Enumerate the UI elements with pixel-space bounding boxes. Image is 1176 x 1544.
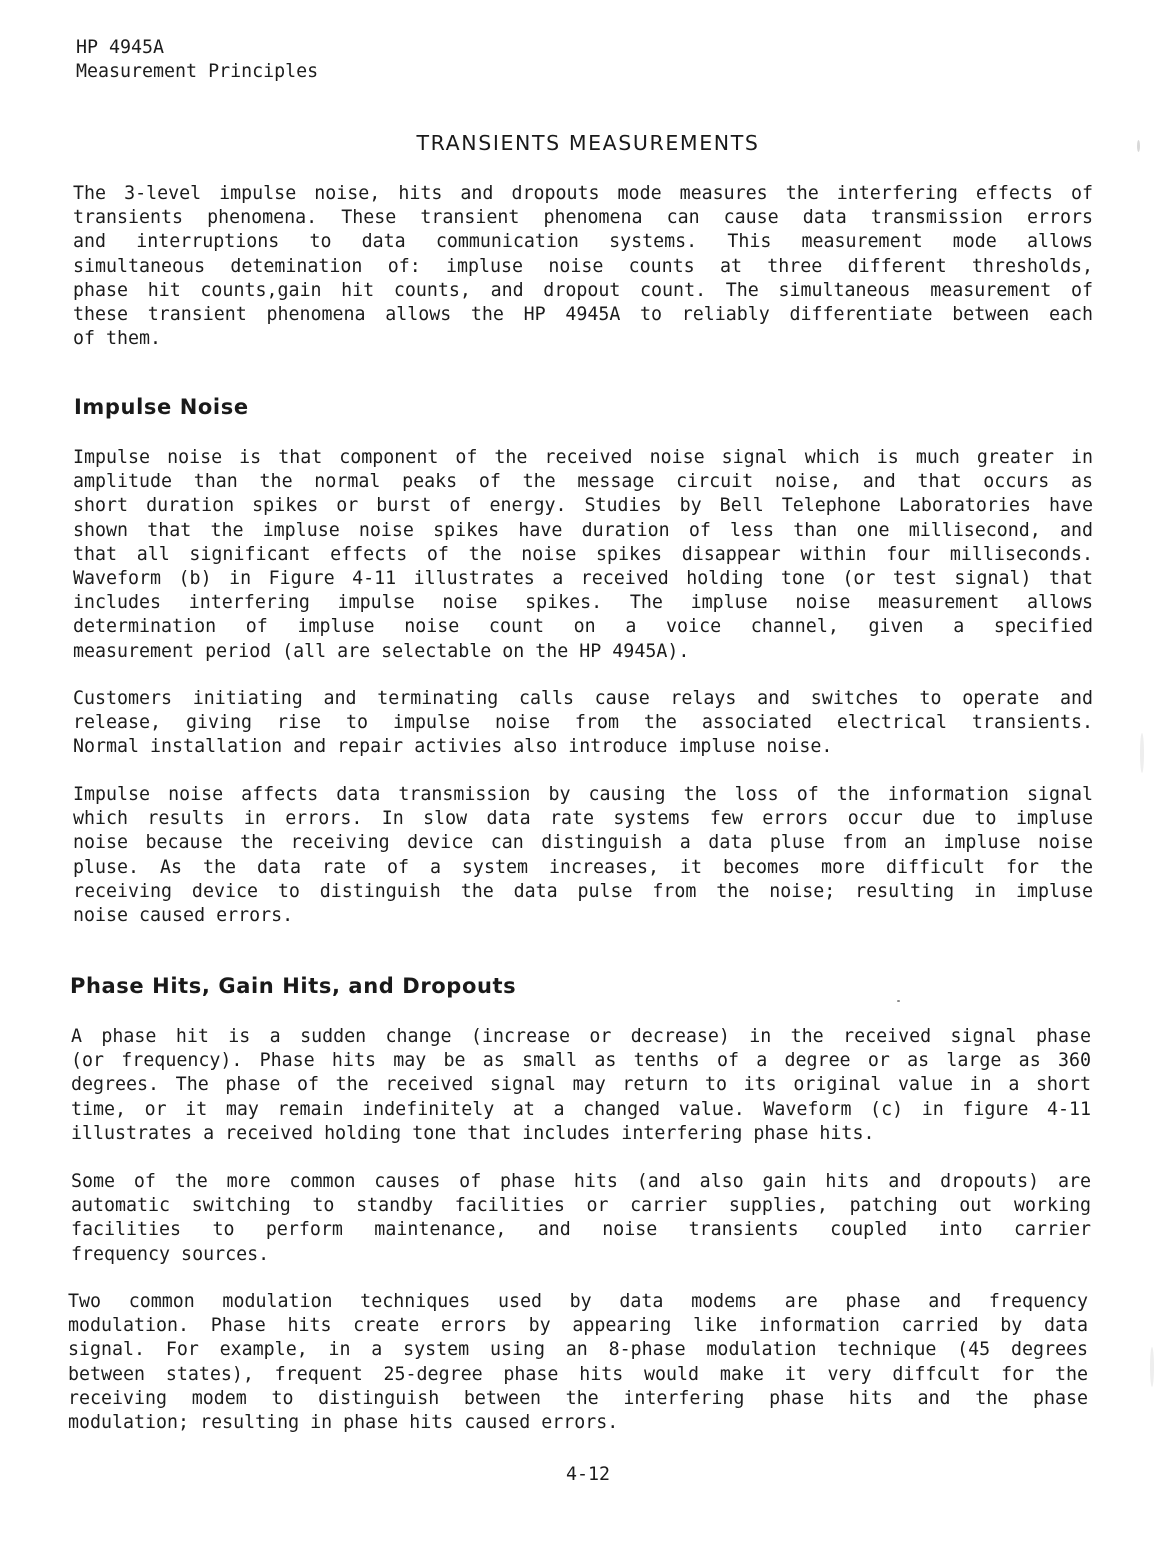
text-line: Impulse noise is that component of the received noise signal which is much greater in: [73, 447, 1093, 468]
phase-hits-paragraph-3: [68, 1290, 1088, 1435]
scan-artifact: [1150, 1347, 1154, 1387]
text-line: Normal installation and repair activies also introduce impluse noise.: [73, 736, 833, 758]
text-line: short duration spikes or burst of energy. Studies by Bell Telephone Laboratories have: [73, 495, 1093, 517]
phase-hits-paragraph-2: [71, 1170, 1091, 1267]
text-line: Impulse noise affects data transmission by causing the loss of the information signal: [73, 784, 1093, 805]
text-line: A phase hit is a sudden change (increase or decrease) in the received signal phase: [71, 1026, 1091, 1047]
text-line: amplitude than the normal peaks of the message circuit noise, and that occurs as: [73, 471, 1093, 493]
text-line: determination of impluse noise count on a voice channel, given a specified: [73, 616, 1093, 638]
text-line: between states), frequent 25-degree phase hits would make it very diffcult for the: [68, 1363, 1088, 1385]
text-line: automatic switching to standby facilities or carrier supplies, patching out working: [71, 1195, 1091, 1217]
text-line: release, giving rise to impulse noise from the associated electrical transients.: [73, 712, 1093, 734]
text-line: noise because the receiving device can distinguish a data pluse from an impluse noise: [73, 832, 1093, 854]
text-line: Waveform (b) in Figure 4-11 illustrates a received holding tone (or test signal) that: [73, 568, 1093, 590]
impulse-noise-paragraph-2: [73, 687, 1093, 760]
text-line: (or frequency). Phase hits may be as small as tenths of a degree or as large as 360: [71, 1050, 1091, 1072]
text-line: modulation. Phase hits create errors by appearing like information carried by data: [68, 1315, 1088, 1337]
intro-paragraph: [73, 182, 1093, 351]
scan-artifact: [897, 1000, 900, 1002]
text-line: facilities to perform maintenance, and noise transients coupled into carrier: [71, 1219, 1091, 1241]
text-line: frequency sources.: [71, 1243, 270, 1265]
text-line: these transient phenomena allows the HP 4945A to reliably differentiate between each: [73, 304, 1093, 326]
text-line: transients phenomena. These transient phenomena can cause data transmission errors: [73, 207, 1093, 229]
impulse-noise-paragraph-3: [73, 783, 1093, 928]
text-line: which results in errors. In slow data rate systems few errors occur due to impluse: [73, 808, 1093, 830]
impulse-noise-paragraph-1: [73, 446, 1093, 664]
impulse-noise-heading: Impulse Noise: [74, 395, 249, 419]
text-line: receiving modem to distinguish between the interfering phase hits and the phase: [68, 1387, 1088, 1409]
text-line: noise caused errors.: [73, 905, 294, 927]
scan-artifact: [1137, 140, 1140, 152]
text-line: receiving device to distinguish the data pulse from the noise; resulting in impluse: [73, 880, 1093, 902]
text-line: shown that the impluse noise spikes have duration of less than one millisecond, and: [73, 519, 1093, 541]
phase-hits-paragraph-1: [71, 1025, 1091, 1146]
phase-hits-heading: Phase Hits, Gain Hits, and Dropouts: [70, 974, 517, 998]
section-label: Measurement Principles: [76, 61, 319, 83]
text-line: Two common modulation techniques used by data modems are phase and frequency: [68, 1291, 1088, 1312]
text-line: signal. For example, in a system using an 8-phase modulation technique (45 degrees: [68, 1339, 1088, 1361]
page-title: TRANSIENTS MEASUREMENTS: [416, 131, 760, 155]
document-header: [76, 36, 318, 84]
text-line: simultaneous detemination of: impluse noise counts at three different thresholds,: [73, 255, 1093, 277]
text-line: illustrates a received holding tone that includes interfering phase hits.: [71, 1122, 875, 1144]
text-line: pluse. As the data rate of a system increases, it becomes more difficult for the: [73, 856, 1093, 878]
model-label: HP 4945A: [76, 37, 165, 58]
page-number: 4-12: [565, 1464, 611, 1485]
text-line: of them.: [73, 328, 162, 350]
text-line: Some of the more common causes of phase hits (and also gain hits and dropouts) are: [71, 1171, 1091, 1192]
text-line: that all significant effects of the noise spikes disappear within four milliseconds.: [73, 543, 1093, 565]
text-line: and interruptions to data communication systems. This measurement mode allows: [73, 231, 1093, 253]
scan-artifact: [1140, 733, 1144, 773]
text-line: degrees. The phase of the received signal may return to its original value in a short: [71, 1074, 1091, 1096]
text-line: The 3-level impulse noise, hits and dropouts mode measures the interfering effects of: [73, 183, 1093, 204]
text-line: time, or it may remain indefinitely at a changed value. Waveform (c) in figure 4-11: [71, 1098, 1091, 1120]
text-line: measurement period (all are selectable on the HP 4945A).: [73, 640, 690, 662]
text-line: Customers initiating and terminating calls cause relays and switches to operate and: [73, 688, 1093, 709]
text-line: includes interfering impulse noise spikes. The impluse noise measurement allows: [73, 592, 1093, 614]
text-line: modulation; resulting in phase hits caused errors.: [68, 1412, 619, 1434]
text-line: phase hit counts,gain hit counts, and dropout count. The simultaneous measurement of: [73, 279, 1093, 301]
